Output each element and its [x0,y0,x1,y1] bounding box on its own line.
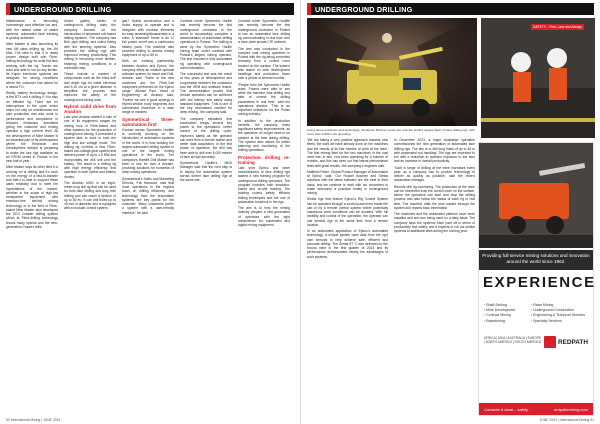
ad-website-link[interactable]: redpathmining.com [553,406,588,412]
section-header [6,3,294,15]
paragraph: 'People from the Symmetric Harlife team, Poland were able to see while the machine was drilling and able to correct the drilling parameters in real time,' said the operations director. 'This is an important milestone for the Polish mining industry.' [238,82,290,117]
paragraph: The company explained that automation brings several key points to the operations: better control of the drilling cycle, improved safety as the operator can work from a remote station and better data acquisition. In the first phase of operation, the drill has been able to drill over 5,000 metres of face at high accuracy. [180,116,232,159]
paragraph: Really, battery technology design, is the BTX unit it drilling it. It is also an efficient rig. There are no interruptions in the cycle which helps not only on maintenance but also production and also more in performance and compliance in reduced emissions standards giving the customer and mining operator a high comfort level. All the development of Mine Master is an essential part of its development where the Research and Development division is preparing to make the key rigs available as an ER1M series in Poland in the next half of year. [6,91,58,163]
paragraph: Simba rigs that feature Epiroc's Rig Control System can be operated through a control panel from inside the cab or by a remote control system where potentially hazardous work conditions can be avoided. With full visibility and control of the operation, the operator can use several rigs at the same time from a remote location. [307,197,389,227]
paragraph: Symmetrical Harlife's MDD Manager said that the next step is to deploy the automation system across further face drilling rigs at the same site. [180,161,232,182]
paragraph: 'Such a range of drilling at the mine increases every year, as a company has to provide technology to deliver as quickly as possible,' said the mine's automation manager. [394,165,475,183]
list-item: › Specialty Services [531,319,585,324]
article-column-3 [122,19,174,231]
paragraph: In addition to the production benefits, the company notes significant safety improvements, as the operators no longer need to be present at the face during drilling. The system also allows for better planning and monitoring of the drilling operations. [238,118,290,153]
subheading: Hybrid solid drive from Anadon [64,103,116,114]
drill-rig-photo [307,18,477,126]
drill-rig-photo-illustration [307,18,477,126]
article-columns [307,138,475,261]
subheading: Symmetrical three-automation first [122,116,174,127]
paragraph: The aim is to help the mining industry prepare a new generation of operators with the right competence for automated and digital mining equipment. [238,206,290,228]
paragraph: In an automated application of Epiroc's automated technology, a unique system uses data from the rig's own sensors to help achieve safe, efficient and accurate drilling. The Simba E7 C was delivered to the Kiruna mine in the first quarter of 2024 and its performance demonstrated clearly the advantages of such systems. [307,229,388,259]
paragraph: The successful test was the result of two years of development and cooperation between the contractor and the OEM and software teams. The demonstration proved that remote operation can be achieved with low latency and safely using standard equipment. 'This is one of the key innovations needed for deep mining,' the company said. [180,72,232,115]
paragraph: Contract miner Symmetric Hartlife has recently become the first underground contractor in Poland to use an automated face drilling rig communicating in real time over a mine-wide private LTE network. [238,19,290,45]
section-title: UNDERGROUND DRILLING [315,4,413,14]
list-item: › Raiseboring [484,319,515,324]
list-item: › Mine Development [484,308,515,313]
safety-photo-illustration [481,18,595,138]
header-accent [307,3,311,15]
paragraph: Last year Anadon started a sale of one of its equipment ranges for mining rock in Fibre-based and other systems for the production of underground mining. It presented a system able to work in both the high and low voltage mode. The drilling rig controls a new Fibre-based low-voltage gear system that delivers power of up to 1.5 MW and incorporates the drill unit and the battery. The result is a drilling rig with high energy efficiency that operates in both hybrid and battery modes. [64,115,116,179]
redpath-advertisement[interactable] [478,142,594,416]
ad-side-label: SAFETY - First, Last and Always [533,25,583,29]
subheading: Protection drilling re-training [238,154,290,165]
article-column-4 [180,19,232,231]
redpath-logo-icon [544,336,556,348]
right-page [300,0,600,424]
ad-drill-photo [479,143,593,248]
ad-slogan: Consider it done – safely. [484,406,529,412]
ad-header-photo [481,18,595,138]
paragraph: Maintenance is becoming increasingly cost effective too and, with the added value of status systems, automated fault tracking is quickly achieved. [6,19,58,40]
article-column-2 [64,19,116,231]
article-column-2 [394,138,475,261]
paragraph: The Anadon MGD is an eight-meter-long drill rig that can be used for both face drilling and long hole drilling and can reach a section of up to 50 m². It can drill holes up to 45 mm in diameter and is equipped with a modular control system. [64,180,116,211]
article-column-5 [238,19,290,231]
paragraph: Last year Epiroc and other manufacturers of face drilling rigs started a new training program for underground drilling operators. The program includes both simulator-based and on-site training. The training covers safety, efficient drilling techniques and the use of automation functions in the rigs. [238,165,290,204]
header-accent [6,3,10,15]
paragraph: Mine Master says its other field it is working on is drilling and it's work on the energy of a fast-to-transfer and that it is able to support these sales reliability and to meet the expectations of the market, whether in the scope of high-low transparent equipment with emission-free electric mining technology or in the field of Fibre-based Mine Master also developed the SCD Crawler drilling system which at Fibre-drilling technology shows many special and the new-generation Crawler drills. [6,165,58,229]
list-item: › Contract Mining [484,313,515,318]
photo-caption: Using drone machines and technology, the Epiroc Boomer series are now the world's largest fleets of face drilling rigs, with more than 4,000 units operating [307,128,475,136]
page-footer: 50 International Mining | JUNE 2024 [6,418,61,422]
paragraph: Matthew Petrie, Global Product Manager of Automation at Epiroc, said: 'Our Rocket Boomer and Simba solutions with the latest software are the best in their class, and we continue to work with our customers to make autonomy a practical reality in underground mining.' [307,169,388,195]
ad-bottom-bar [479,403,593,415]
paragraph: The machines and the automated platform have been installed and are now being used on a daily basis. The company says the systems have paid off in terms of productivity and safety, and it expects to roll out similar systems to additional sites during the coming year. [394,212,475,233]
list-item: › Raise Mining [531,303,585,308]
ad-tagline: Providing full service mining solutions and innovation around the world since 1962. [479,250,593,270]
paragraph: These include a number of components such as the 'blind-drill' and depth rigs for cable electrical and 5-10 cm at a given distance. It simplifies the process and improves the safety of the underground mining work. [64,72,116,102]
paragraph: Remote drill rig monitoring. The production at the mine can be monitored from the control room on the surface, where the operators can start and stop the drilling process and also follow the status of each rig in real time. The machine drills the plan loaded through the system and reports back information. [394,184,475,210]
list-item: › Underground Construction [531,308,585,313]
paragraph: With an existing partnership between Anadon and Epiroc, the company offers an intuitive optional software system for travel and Drill, Anadon said. 'Some of the new machines are, the Fibre-Cab equipment performed on the Epiroc range,' Ahmad Paul, Head of Engineering at Anadon said, 'Further we see a good synergy in Hybrid-vehicle body segments and commercial machines in a wide range of markets.' [122,59,174,115]
article-column-1 [6,19,58,231]
article-column-1 [307,138,388,261]
paragraph: 'We are taking a very positive approach towards new fleets; the work we have already done on the machines and the results of its first months of work at the mine. The first mining fleet for the two machines in the coal mine has, in fact, now been operating for a number of months, and this has seen our first lateral performance tests with great results,' the company's engineer said. [307,138,388,168]
ad-services-list-a [484,303,515,324]
section-header [307,3,594,15]
ad-regions: AFRICA | ASIA | AUSTRALIA | EUROPE | NORTH AMERICA | SOUTH AMERICA [484,336,542,345]
redpath-logo-text: REDPATH [558,338,588,346]
paragraph: Under gallery series of underground drilling units, the company focuses on the introduction of advanced coil-based drilling systems. The company has Bell, pipe drilling, and coiled tubing with the steering systems. Also provides the drilling rigs with improved mining productivity. This drilling is becoming more flexible, enabling mining conditions in a controlled way. [64,19,116,70]
list-item: › Engineering & Technical Services [531,313,585,318]
paragraph: Contract miner Symmetric Harlife has recently become the first underground contractor in the world to successfully complete a demonstration of automated drilling operations in Poland. The drilling is done by the Symmetric Harlife mining team under contract with Poland's largest mining operator. The test included a fully automated rig operating with underground communications. [180,19,232,70]
article-columns [6,19,294,231]
redpath-logo [544,334,588,350]
page-footer: JUNE 2024 | International Mining 51 [539,418,594,422]
paragraph: gas? Hybrid construction and a motor supply to operate and is designed with modular elements for easy assembly/disassembly in a mine. A 'standard' frame is an 11 kW power on/off and a continuous battery pack. The machine also provides drilling to access mining equipment of up to 60 m. [122,19,174,57]
paragraph: Mine Master is also launching its new 4M class drilling rig, the 4M Max. The idea is that it is ready proven design built with Fibre-drilling technology for solid flat face working with the rig. Tracks are solid and able to run on any terrain. Its Kopex electronic systems are designed for strong conditions where the customer has asked for a robust T.D. [6,42,58,89]
ad-services-list-b [531,303,585,324]
paragraph: Contact across Symmetric Hartlife is currently focusing on the introduction of automation systems in the world. It is now building the largest automated drilling system in one of the largest mining operations in the world. The company's Hartlife Drill Master has been in use for over a decade, providing solutions for hundreds of deep mining operations. [122,127,174,175]
list-item: › Shaft Sinking [484,303,515,308]
paragraph: Symmetrical's Sales and Marketing Director, Pat Harwood, said that most operations in the regions focus on drilling efficiency, and technology from the automation systems are key points for the customer. 'Many customers prefer a system with a user-friendly interface,' he said. [122,176,174,215]
paragraph: In December 2023, a major Australian operation commissioned the new generation of automated face drilling rigs. The aim is to drill long holes of up to 45 m with automated rod handling. The rigs are expected to run with a reduction in operator exposure to the face and an increase in overall productivity. [394,138,475,164]
section-title: UNDERGROUND DRILLING [14,4,112,14]
ad-headline: EXPERIENCE [483,274,596,291]
paragraph: The test was conducted in the complex coal mining operation in Poland with the rig being controlled remotely from a control room located on the surface. The system was tested on both development headings and production faces over a period of several months. [238,46,290,81]
